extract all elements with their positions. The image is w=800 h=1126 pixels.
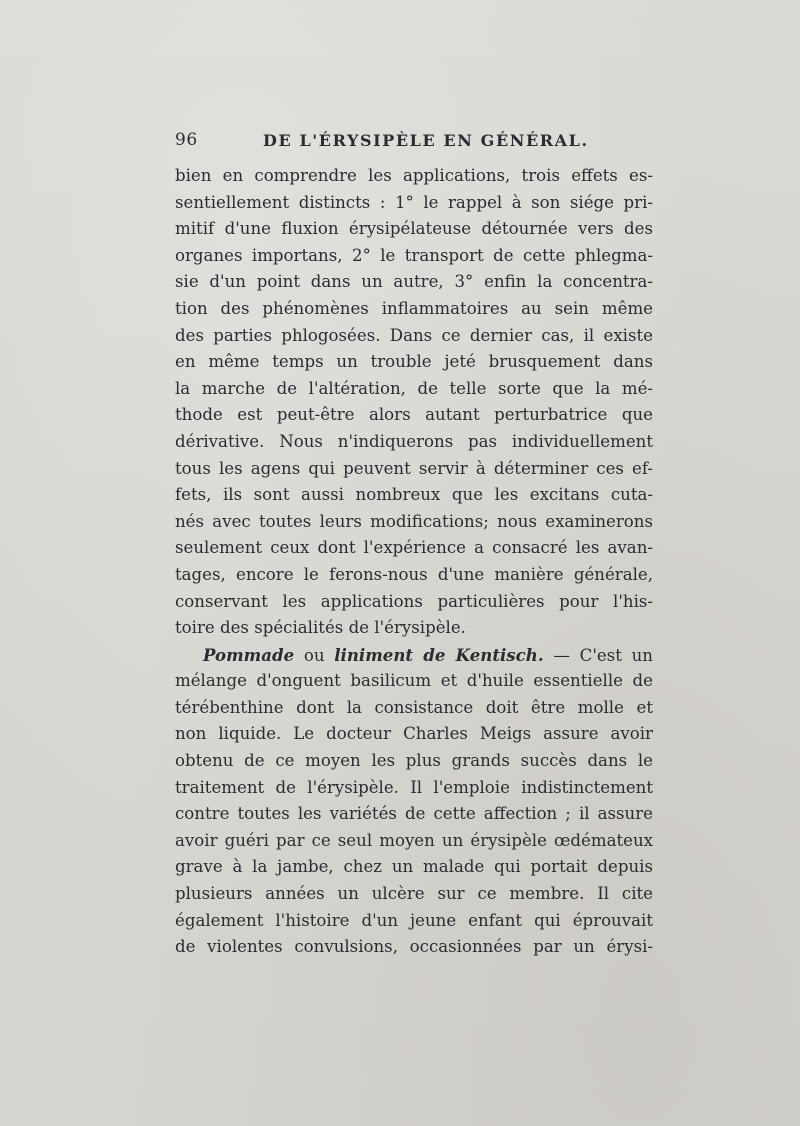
body-text: [175, 163, 653, 961]
text-line: organes importans, 2° le transport de cette phlegma-: [175, 245, 653, 265]
text-line: mitif d'une fluxion érysipélateuse détournée vers des: [175, 219, 653, 239]
text-line: obtenu de ce moyen les plus grands succès dans le: [175, 751, 653, 771]
text-line: tous les agens qui peuvent servir à déterminer ces ef-: [175, 458, 653, 478]
page-header: [175, 130, 655, 156]
text-line: la marche de l'altération, de telle sorte que la mé-: [175, 378, 653, 398]
running-head: DE L'ÉRYSIPÈLE EN GÉNÉRAL.: [263, 131, 589, 150]
text-line: thode est peut-être alors autant perturbatrice que: [175, 405, 653, 425]
text-line: sie d'un point dans un autre, 3° enfin la concentra-: [175, 272, 653, 292]
italic-term-pommade: Pommade: [203, 644, 295, 665]
text-line: tages, encore le ferons-nous d'une manière générale,: [175, 564, 653, 584]
text-line: tion des phénomènes inflammatoires au sein même: [175, 298, 653, 318]
text-line: sentiellement distincts : 1° le rappel à son siége pri-: [175, 192, 653, 212]
text-line: des parties phlogosées. Dans ce dernier cas, il existe: [175, 325, 653, 345]
text-line: fets, ils sont aussi nombreux que les excitans cuta-: [175, 485, 653, 505]
text-line: avoir guéri par ce seul moyen un érysipèle œdémateux: [175, 830, 653, 850]
text-line: en même temps un trouble jeté brusquement dans: [175, 352, 653, 372]
text-line: également l'histoire d'un jeune enfant qui éprouvait: [175, 910, 653, 930]
text-line: dérivative. Nous n'indiquerons pas individuellement: [175, 431, 653, 451]
text-line: plusieurs années un ulcère sur ce membre. Il cite: [175, 884, 653, 904]
text-line: non liquide. Le docteur Charles Meigs assure avoir: [175, 724, 653, 744]
text-line: nés avec toutes leurs modifications; nous examinerons: [175, 511, 653, 531]
text-line: conservant les applications particulières pour l'his-: [175, 591, 653, 611]
text-line: mélange d'onguent basilicum et d'huile essentielle de: [175, 671, 653, 691]
text-line: toire des spécialités de l'érysipèle.: [175, 618, 466, 638]
text-line: grave à la jambe, chez un malade qui portait depuis: [175, 857, 653, 877]
page-number: 96: [175, 130, 198, 150]
text-line: térébenthine dont la consistance doit être molle et: [175, 697, 653, 717]
text-line: bien en comprendre les applications, trois effets es-: [175, 166, 653, 185]
text-line: seulement ceux dont l'expérience a consacré les avan-: [175, 538, 653, 558]
conjunction: ou: [294, 645, 335, 665]
paragraph-opening-line: [175, 642, 653, 669]
text-line: contre toutes les variétés de cette affection ; il assure: [175, 804, 653, 824]
italic-term-liniment: liniment de Kentisch.: [334, 644, 544, 665]
paragraph-opening-rest: — C'est un: [543, 645, 653, 665]
text-line: de violentes convulsions, occasionnées par un érysi-: [175, 937, 653, 957]
text-line: traitement de l'érysipèle. Il l'emploie indistinctement: [175, 777, 653, 797]
